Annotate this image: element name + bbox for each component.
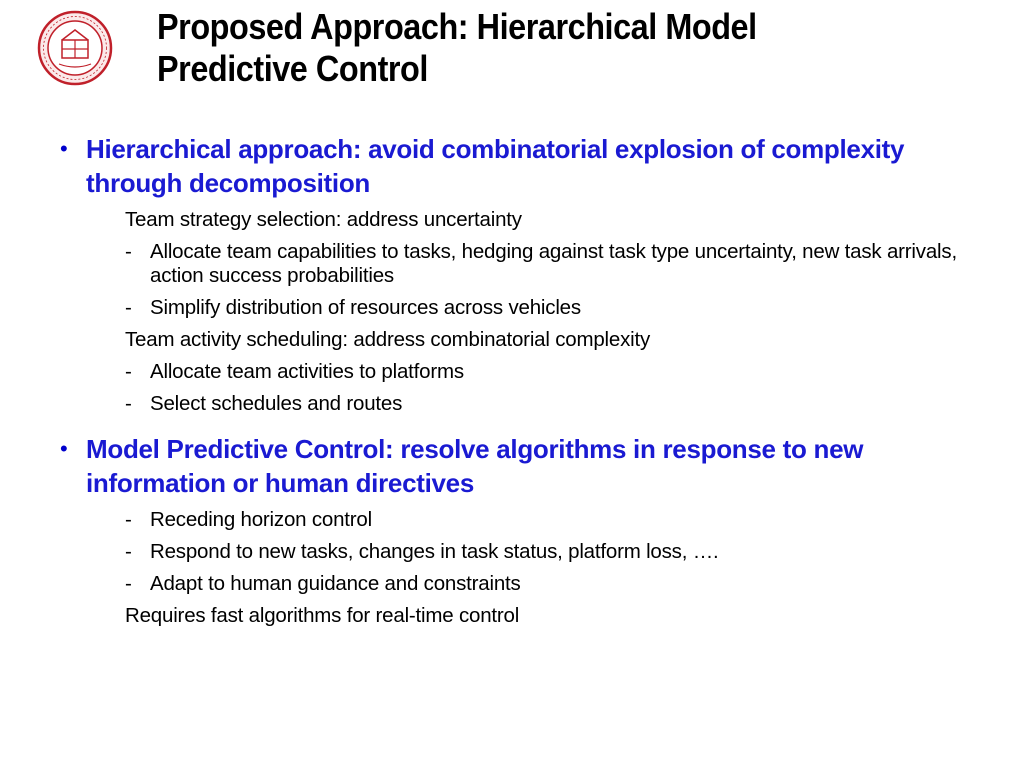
subheading: Requires fast algorithms for real-time control — [125, 604, 520, 627]
dash-marker: - — [125, 540, 132, 563]
list-item-text: Receding horizon control — [150, 508, 372, 531]
dash-marker: - — [125, 572, 132, 595]
dash-marker: - — [125, 392, 132, 415]
bullet-dot: • — [60, 136, 68, 161]
list-item — [125, 240, 1000, 288]
list-item-text: Allocate team capabilities to tasks, hedging against task type uncertainty, new task arrivals, action success probabilities — [150, 240, 957, 287]
dash-marker: - — [125, 240, 132, 263]
dash-marker: - — [125, 296, 132, 319]
slide-body — [60, 132, 1000, 636]
list-item-text: Allocate team activities to platforms — [150, 360, 464, 383]
list-item — [125, 360, 1000, 384]
list-item — [125, 508, 1000, 532]
university-seal-icon — [37, 10, 113, 86]
subheading: Team strategy selection: address uncertainty — [125, 208, 522, 231]
bullet-model-predictive-control — [60, 432, 1000, 628]
bullet-heading: Model Predictive Control: resolve algorithms in response to new information or human directives — [86, 434, 864, 498]
list-item-text: Select schedules and routes — [150, 392, 403, 415]
list-item-text: Simplify distribution of resources across vehicles — [150, 296, 581, 319]
bullet-hierarchical-approach — [60, 132, 1000, 416]
list-item — [125, 540, 1000, 564]
dash-marker: - — [125, 508, 132, 531]
slide-title: Proposed Approach: Hierarchical Model Predictive Control — [157, 6, 757, 89]
list-item — [125, 296, 1000, 320]
list-item — [125, 572, 1000, 596]
list-item-text: Respond to new tasks, changes in task status, platform loss, …. — [150, 540, 719, 563]
subheading: Team activity scheduling: address combinatorial complexity — [125, 328, 651, 351]
list-item-text: Adapt to human guidance and constraints — [150, 572, 521, 595]
bullet-dot: • — [60, 436, 68, 461]
dash-marker: - — [125, 360, 132, 383]
bullet-heading: Hierarchical approach: avoid combinatorial explosion of complexity through decomposition — [86, 134, 905, 198]
list-item — [125, 392, 1000, 416]
